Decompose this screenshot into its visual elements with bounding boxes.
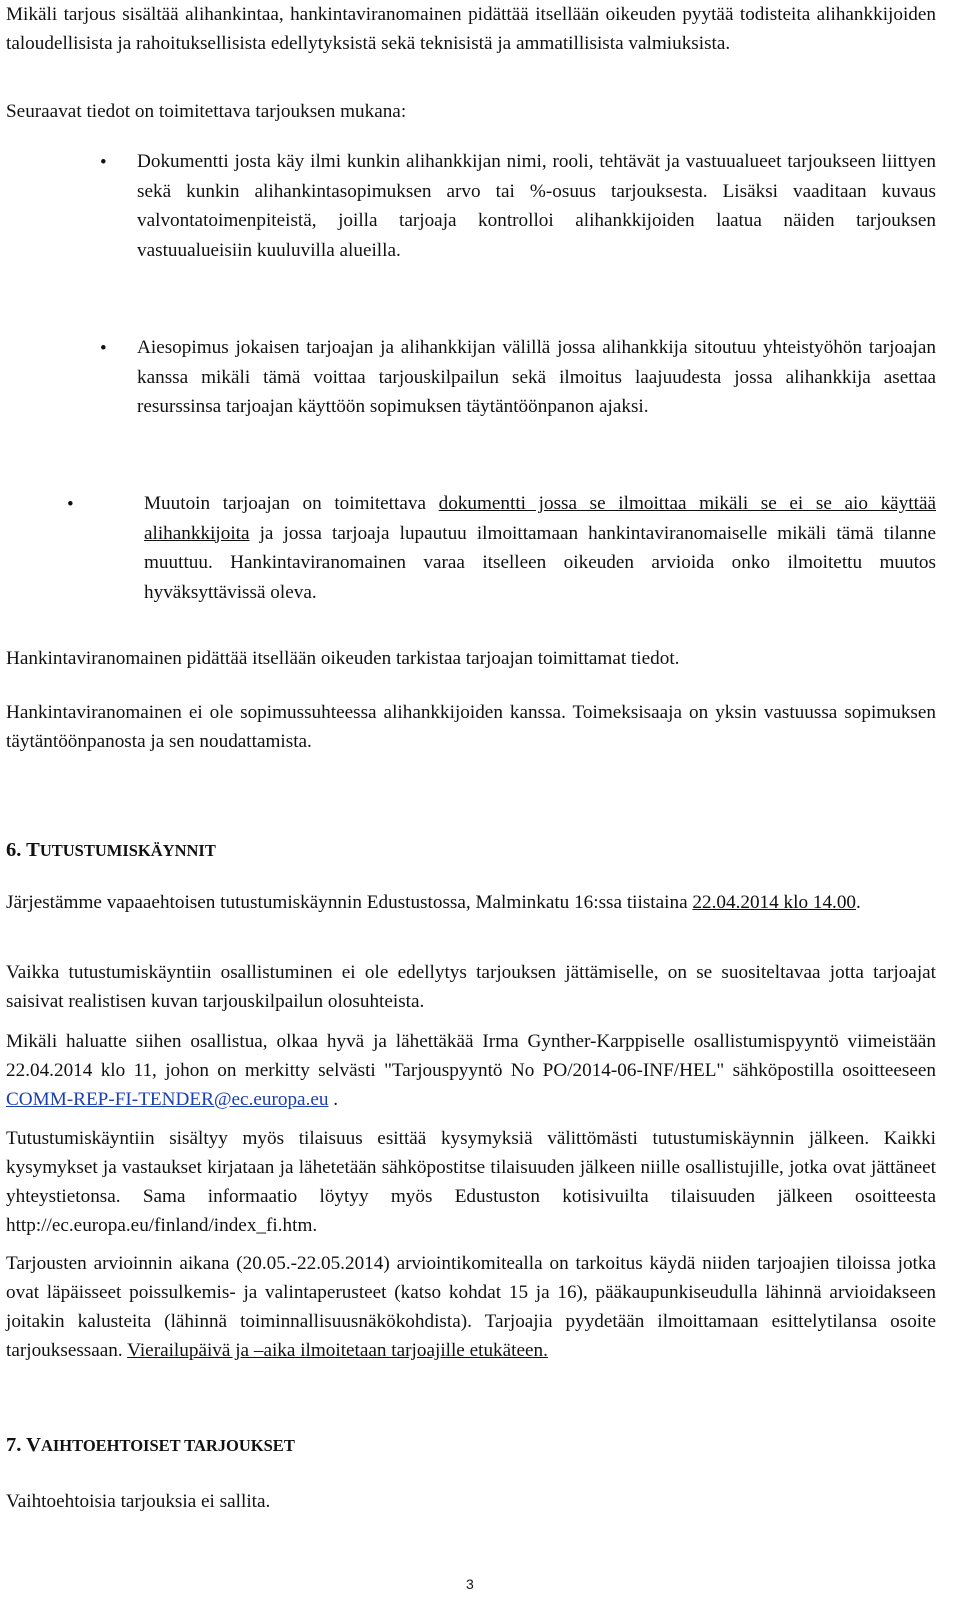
bullet-marker: • — [100, 152, 107, 173]
paragraph-no-alternatives: Vaihtoehtoisia tarjouksia ei sallita. — [6, 1491, 271, 1512]
paragraph-verify-info: Hankintaviranomainen pidättää itsellään oikeuden tarkistaa tarjoajan toimittamat tiedot. — [6, 648, 680, 669]
section-heading-6: 6. TUTUSTUMISKÄYNNIT — [6, 839, 216, 861]
bullet-subcontractor-document: Dokumentti josta käy ilmi kunkin alihankkijan nimi, rooli, tehtävät ja vastuualueet tarjoukseen liittyen sekä kunkin alihankintasopimuksen arvo tai %-osuus tarjouksesta. Lisäksi vaaditaan kuvaus valvontatoimenpiteistä, joilla tarjoaja kontrolloi alihankkijoiden laatua näiden tarjouksen vastuualueisiin kuuluvilla alueilla. — [137, 151, 936, 261]
section-heading-7: 7. VAIHTOEHTOISET TARJOUKSET — [6, 1434, 295, 1456]
paragraph-visit-registration: Mikäli haluatte siihen osallistua, olkaa hyvä ja lähettäkää Irma Gynther-Karppiselle osallistumispyyntö viimeistään 22.04.2014 klo 11, johon on merkitty selvästi "Tarjouspyyntö No PO/2014-06-INF/HEL" sähköpostilla osoitteeseen COMM-REP-FI-TENDER@ec.europa.eu . — [6, 1031, 936, 1110]
paragraph-required-info: Seuraavat tiedot on toimitettava tarjouksen mukana: — [6, 101, 407, 122]
paragraph-site-visit: Järjestämme vapaaehtoisen tutustumiskäynnin Edustustossa, Malminkatu 16:ssa tiistaina 22.04.2014 klo 14.00. — [6, 892, 861, 913]
paragraph-visit-questions: Tutustumiskäyntiin sisältyy myös tilaisuus esittää kysymyksiä välittömästi tutustumiskäynnin jälkeen. Kaikki kysymykset ja vastaukset kirjataan ja lähetetään sähköpostitse tilaisuuden jälkeen niille osallistujille, jotka ovat jättäneet yhteystietonsa. Sama informaatio löytyy myös Edustuston kotisivuilta tilaisuuden jälkeen osoitteesta http://ec.europa.eu/finland/index_fi.htm. — [6, 1128, 936, 1236]
paragraph-visit-voluntary: Vaikka tutustumiskäyntiin osallistuminen ei ole edellytys tarjouksen jättämiselle, on se suositeltavaa jotta tarjoajat saisivat realistisen kuvan tarjouskilpailun olosuhteista. — [6, 962, 936, 1012]
underlined-no-subcontractors: dokumentti jossa se ilmoittaa mikäli se ei se aio käyttää alihankkijoita — [144, 493, 936, 544]
paragraph-evaluation-visits: Tarjousten arvioinnin aikana (20.05.-22.05.2014) arviointikomitealla on tarkoitus käydä niiden tarjoajien tiloissa jotka ovat läpäisseet poissulkemis- ja valintaperusteet (katso kohdat 15 ja 16), pääkaupunkiseudulla lähinnä arvioidakseen joitakin kalusteita (lähinnä toiminnallisuusnäkökohdista). Tarjoajia pyydetään ilmoittamaan esittelytilansa osoite tarjouksessaan. Vierailupäivä ja –aika ilmoitetaan tarjoajille etukäteen. — [6, 1253, 936, 1361]
bullet-letter-of-intent: Aiesopimus jokaisen tarjoajan ja alihankkijan välillä jossa alihankkija sitoutuu yhteistyöhön tarjoajan kanssa mikäli tämä voittaa tarjouskilpailun sekä ilmoitus laajuudesta jossa alihankkija asettaa resurssinsa tarjoajan käyttöön sopimuksen täytäntöönpanon ajaksi. — [137, 337, 936, 417]
page-number: 3 — [466, 1576, 474, 1592]
email-link[interactable]: COMM-REP-FI-TENDER@ec.europa.eu — [6, 1089, 329, 1110]
paragraph-no-contract-relation: Hankintaviranomainen ei ole sopimussuhteessa alihankkijoiden kanssa. Toimeksisaaja on yksin vastuussa sopimuksen täytäntöönpanosta ja sen noudattamista. — [6, 702, 936, 752]
bullet-no-subcontracting: Muutoin tarjoajan on toimitettava dokumentti jossa se ilmoittaa mikäli se ei se aio käyttää alihankkijoita ja jossa tarjoaja lupautuu ilmoittamaan hankintaviranomaiselle mikäli tämä tilanne muuttuu. Hankintaviranomainen varaa itselleen oikeuden arvioida onko ilmoitettu muutos hyväksyttävissä oleva. — [144, 493, 936, 603]
bullet-marker: • — [67, 494, 74, 515]
visit-date: 22.04.2014 klo 14.00 — [692, 892, 857, 913]
bullet-marker: • — [100, 338, 107, 359]
paragraph-subcontracting-evidence: Mikäli tarjous sisältää alihankintaa, hankintaviranomainen pidättää itsellään oikeuden pyytää todisteita alihankkijoiden taloudellisista ja rahoituksellisista edellytyksistä sekä teknisistä ja ammatillisista valmiuksista. — [6, 4, 936, 54]
underlined-visit-notice: Vierailupäivä ja –aika ilmoitetaan tarjoajille etukäteen. — [127, 1340, 548, 1361]
